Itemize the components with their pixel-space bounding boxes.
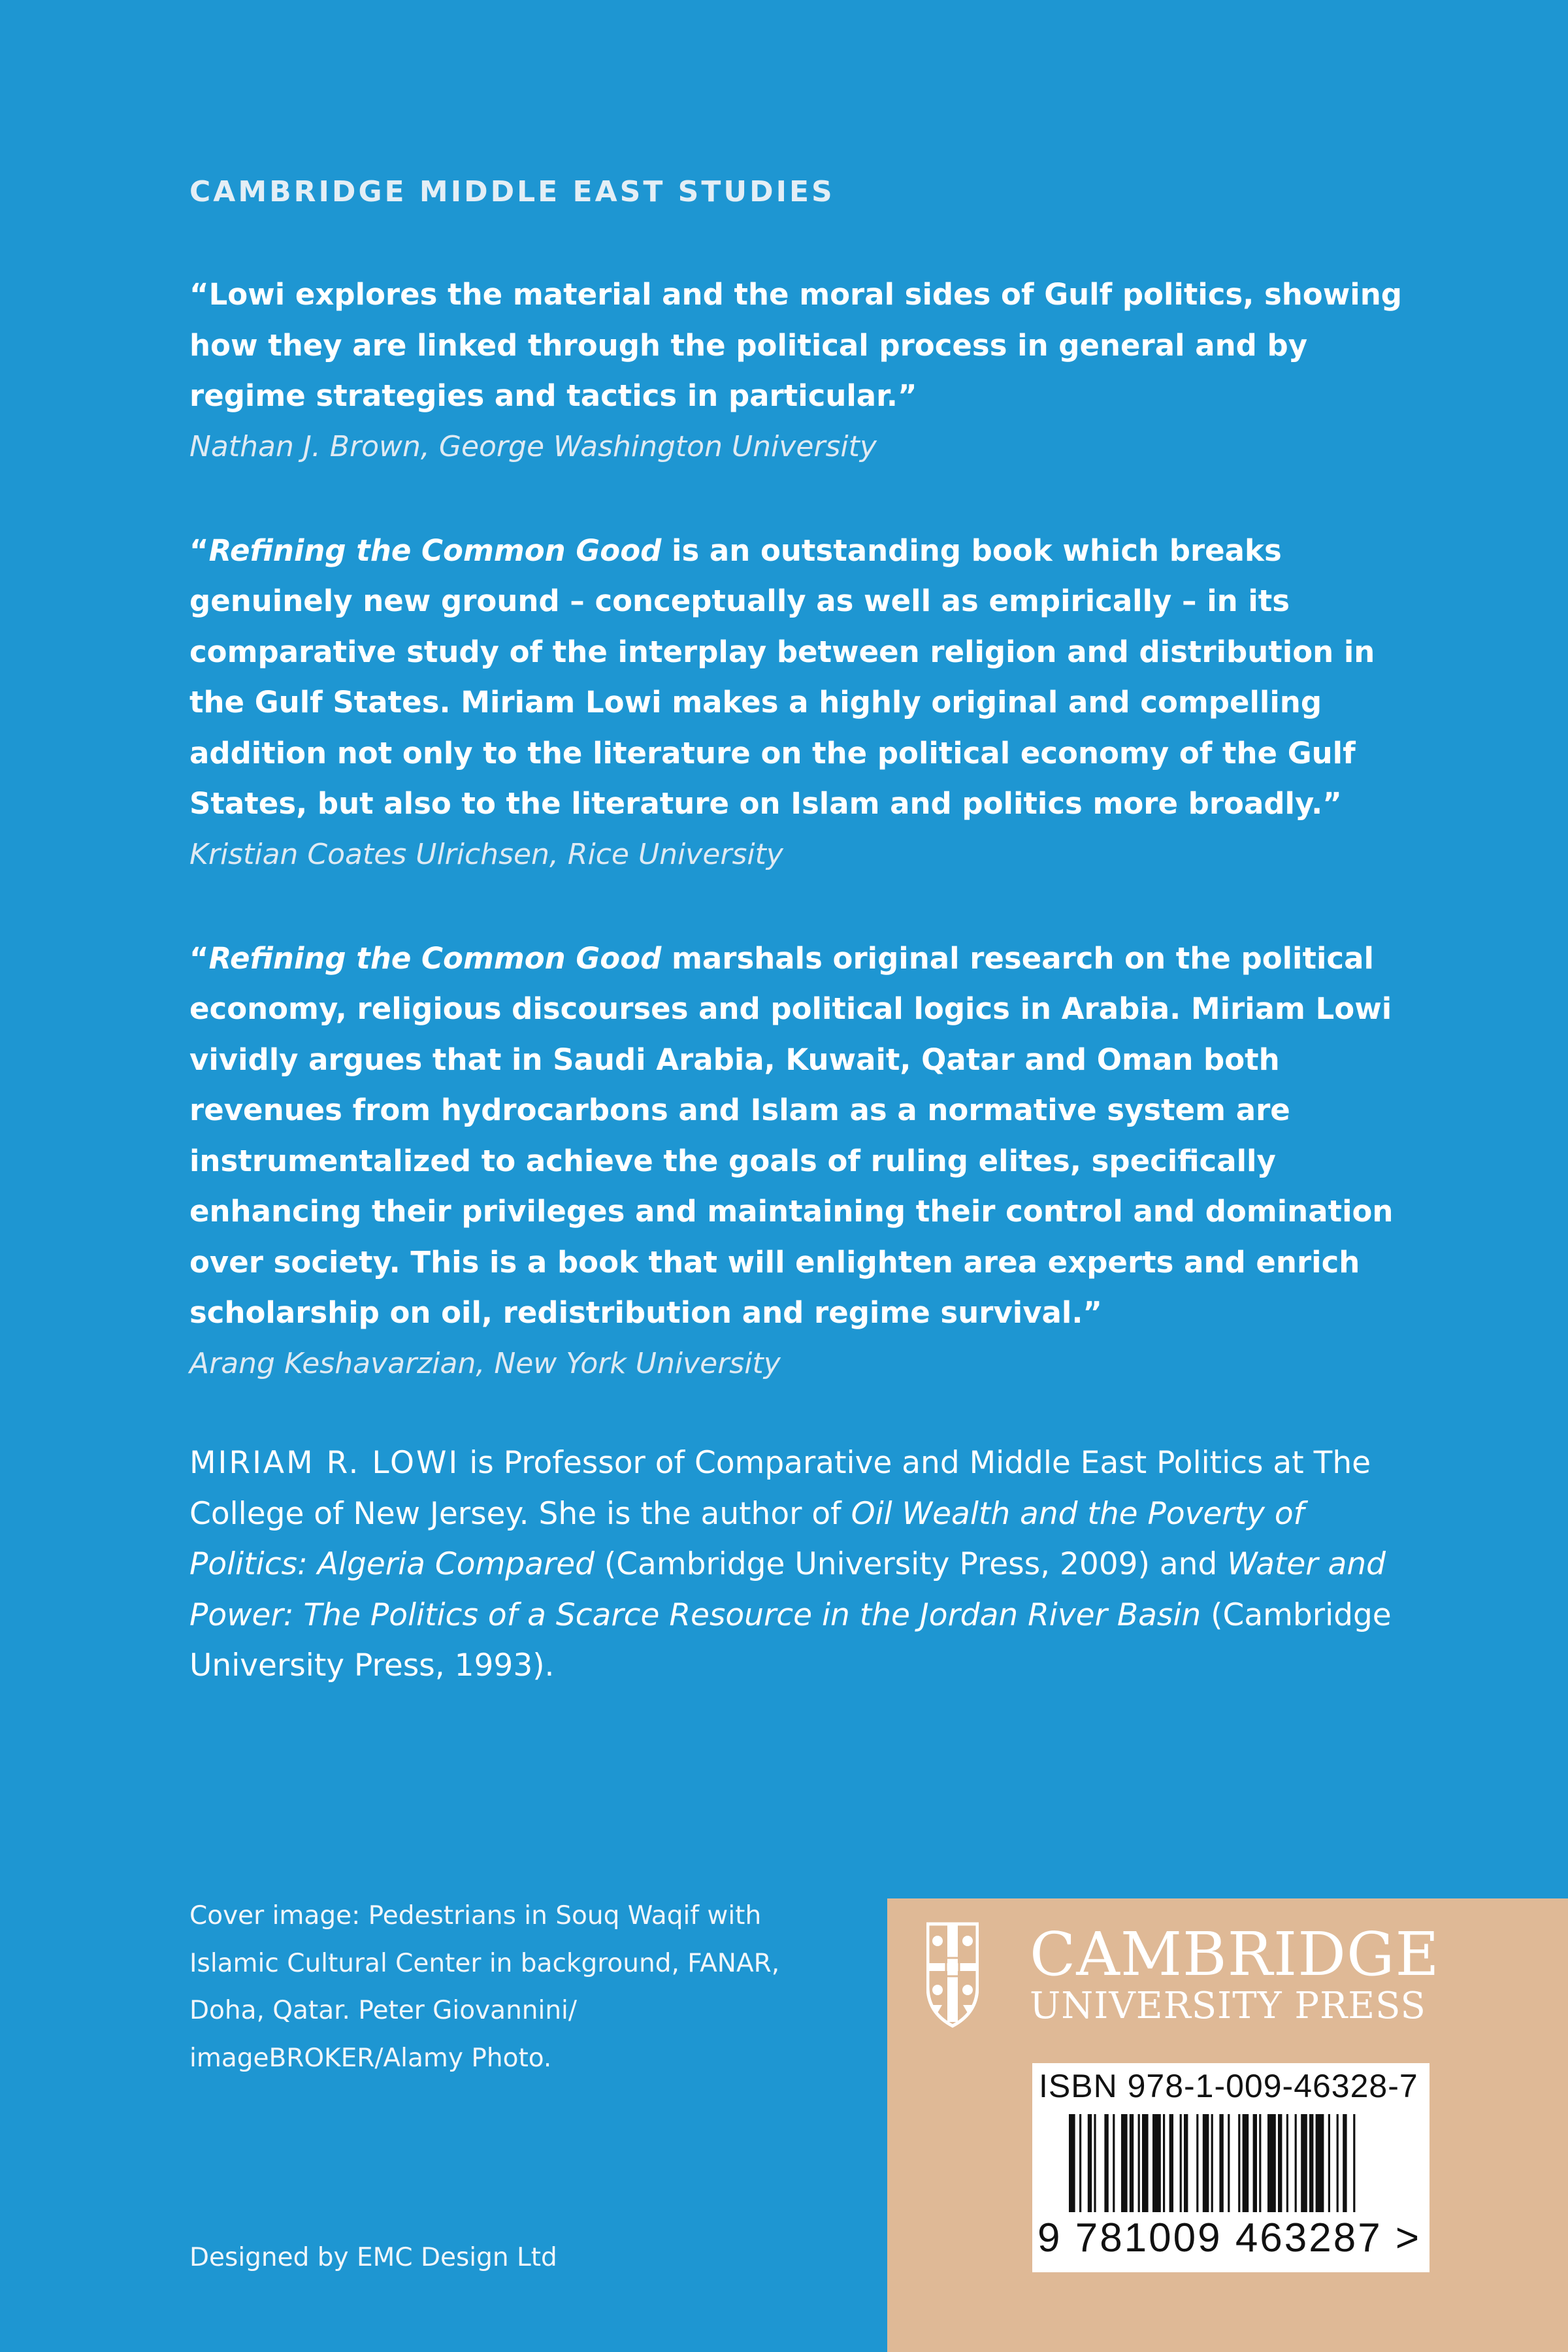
bio-text: (Cambridge University Press, 2009) and xyxy=(594,1546,1228,1582)
endorsement-quote xyxy=(189,933,1431,1338)
quote-open: “ xyxy=(189,940,209,976)
series-title: CAMBRIDGE MIDDLE EAST STUDIES xyxy=(189,175,835,208)
isbn-barcode xyxy=(1032,2063,1429,2272)
isbn-label: ISBN 978-1-009-46328-7 xyxy=(1039,2068,1418,2104)
author-bio xyxy=(189,1438,1431,1691)
author-name: MIRIAM R. LOWI xyxy=(189,1445,460,1481)
endorsement-quote: “Lowi explores the material and the moral sides of Gulf politics, showing how they are linked through the political process in general and by regime strategies and tactics in particular.” xyxy=(189,277,1402,413)
publisher-name-line-1: CAMBRIDGE xyxy=(1030,1919,1440,1989)
quote-open: “ xyxy=(189,533,209,568)
book-title: Water and Power: The Politics of a Scarce Resource in the Jordan River Basin xyxy=(189,1546,1386,1633)
cambridge-shield-icon xyxy=(926,1921,979,2029)
book-title: Oil Wealth and the Poverty of Politics: Algeria Compared xyxy=(189,1495,1305,1582)
barcode-bars xyxy=(1032,2114,1429,2232)
endorsement-2 xyxy=(189,525,1431,880)
quote-text: marshals original research on the political economy, religious discourses and political logics in Arabia. Miriam Lowi vividly argues that in Saudi Arabia, Kuwait, Qatar and Oman both revenues from hydrocarbons and Islam as a normative system are instrumentalized to achieve the goals of ruling elites, specifically enhancing their privileges and maintaining their control and domination over society. This is a book that will enlighten area experts and enrich scholarship on oil, redistribution and regime survival.” xyxy=(189,940,1394,1330)
quote-text: is an outstanding book which breaks genuinely new ground – conceptually as well as empirically – in its comparative study of the interplay between religion and distribution in the Gulf States. Miriam Lowi makes a highly original and compelling addition not only to the literature on the political economy of the Gulf States, but also to the literature on Islam and politics more broadly.” xyxy=(189,533,1375,821)
bio-text: (Cambridge University Press, 1993). xyxy=(189,1597,1392,1683)
book-title: Refining the Common Good xyxy=(208,533,662,568)
book-title: Refining the Common Good xyxy=(208,940,662,976)
endorsement-quote xyxy=(189,525,1431,829)
bio-text: is Professor of Comparative and Middle East Politics at The College of New Jersey. She is the author of xyxy=(189,1445,1371,1532)
endorsement-attribution: Arang Keshavarzian, New York University xyxy=(189,1346,781,1380)
publisher-name xyxy=(1030,1919,1440,2027)
endorsements xyxy=(189,269,1431,1442)
barcode-digits: 9 781009 463287 > xyxy=(1037,2215,1422,2261)
cover-image-credit: Cover image: Pedestrians in Souq Waqif with Islamic Cultural Center in background, FANAR, Doha, Qatar. Peter Giovannini/ imageBROKER/Alamy Photo. xyxy=(189,1901,780,2073)
endorsement-attribution: Nathan J. Brown, George Washington University xyxy=(189,429,877,463)
designer-credit: Designed by EMC Design Ltd xyxy=(189,2243,557,2272)
endorsement-1 xyxy=(189,269,1431,472)
endorsement-attribution: Kristian Coates Ulrichsen, Rice University xyxy=(189,837,783,871)
publisher-name-line-2: UNIVERSITY PRESS xyxy=(1030,1985,1426,2027)
publisher-panel xyxy=(887,1898,1568,2352)
endorsement-3 xyxy=(189,933,1431,1389)
